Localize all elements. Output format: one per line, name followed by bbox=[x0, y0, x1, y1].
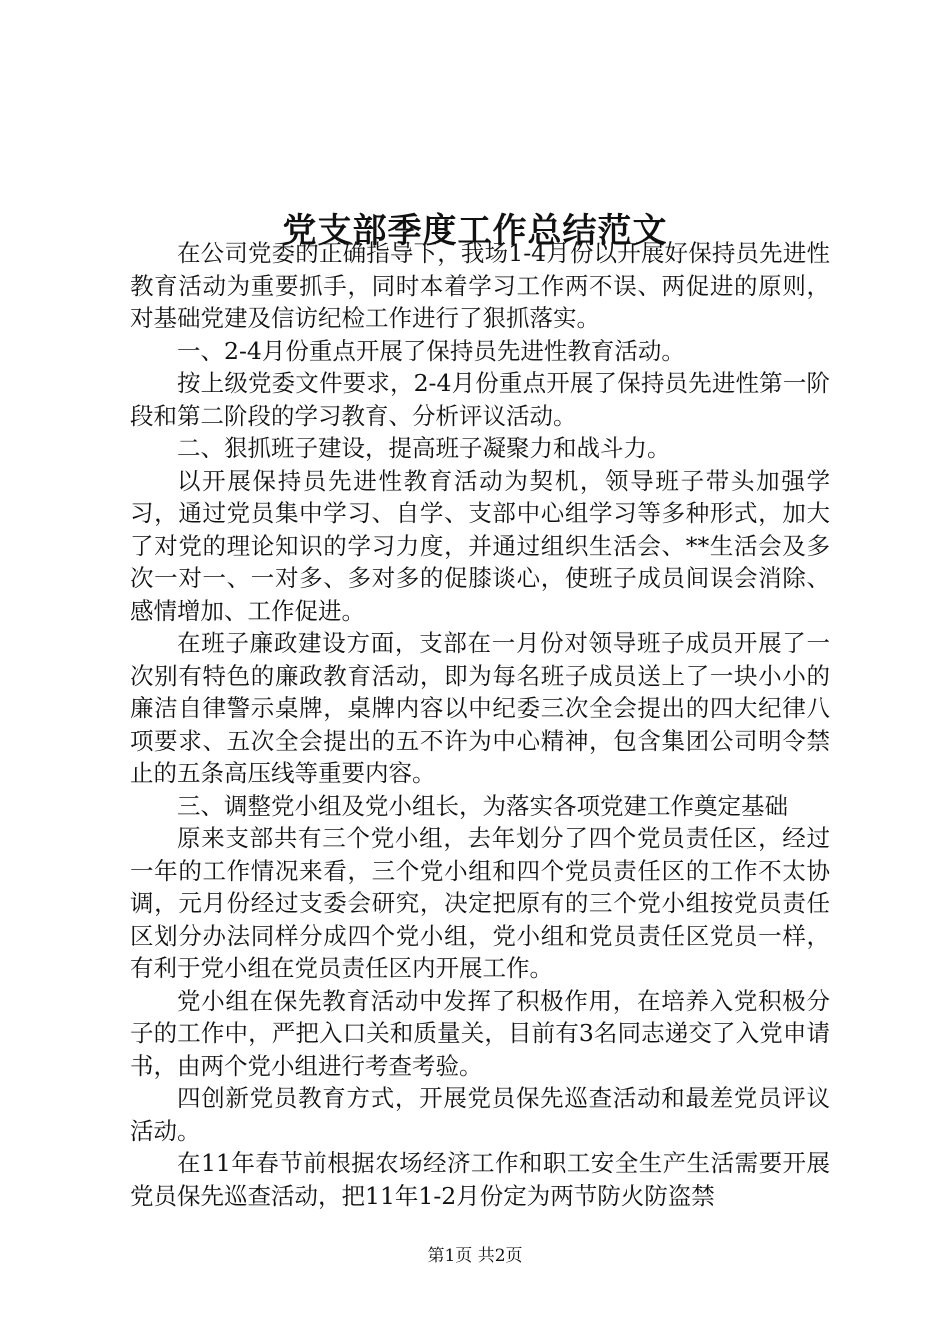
heading-section-3: 三、调整党小组及党小组长，为落实各项党建工作奠定基础 bbox=[177, 791, 788, 820]
page-number-footer: 第1页 共2页 bbox=[427, 1246, 523, 1266]
paragraph-section-3-groups: 原来支部共有三个党小组，去年划分了四个党员责任区，经过一年的工作情况来看，三个党小组和四个党员责任区的工作不太协调，元月份经过支委会研究，决定把原有的三个党小组按党员责任区划分办法同样分成四个党小组，党小组和党员责任区党员一样，有利于党小组在党员责任区内开展工作。 bbox=[130, 824, 830, 982]
paragraph-section-2-study: 以开展保持员先进性教育活动为契机，领导班子带头加强学习，通过党员集中学习、自学、支部中心组学习等多种形式，加大了对党的理论知识的学习力度，并通过组织生活会、**生活会及多次一对一、一对多、多对多的促膝谈心，使班子成员间误会消除、感情增加、工作促进。 bbox=[130, 466, 830, 625]
paragraph-section-3-activists: 党小组在保先教育活动中发挥了积极作用，在培养入党积极分子的工作中，严把入口关和质量关，目前有3名同志递交了入党申请书，由两个党小组进行考查考验。 bbox=[130, 986, 830, 1080]
heading-section-2: 二、狠抓班子建设，提高班子凝聚力和战斗力。 bbox=[177, 434, 671, 462]
paragraph-section-2-integrity: 在班子廉政建设方面，支部在一月份对领导班子成员开展了一次别有特色的廉政教育活动，即为每名班子成员送上了一块小小的廉洁自律警示桌牌，桌牌内容以中纪委三次全会提出的四大纪律八项要求、五次全会提出的五不许为中心精神，包含集团公司明令禁止的五条高压线等重要内容。 bbox=[130, 629, 830, 787]
heading-section-1: 一、2-4月份重点开展了保持员先进性教育活动。 bbox=[177, 336, 685, 365]
heading-section-4: 四创新党员教育方式，开展党员保先巡查活动和最差党员评议活动。 bbox=[130, 1084, 830, 1145]
document-body bbox=[130, 237, 830, 1212]
paragraph-intro: 在公司党委的正确指导下，我场1-4月份以开展好保持员先进性教育活动为重要抓手，同时本着学习工作两不误、两促进的原则，对基础党建及信访纪检工作进行了狠抓落实。 bbox=[130, 239, 830, 332]
paragraph-section-1: 按上级党委文件要求，2-4月份重点开展了保持员先进性第一阶段和第二阶段的学习教育、分析评议活动。 bbox=[130, 369, 830, 430]
document-title: 党支部季度工作总结范文 bbox=[282, 210, 668, 251]
paragraph-section-4-patrol: 在11年春节前根据农场经济工作和职工安全生产生活需要开展党员保先巡查活动，把11年1-2月份定为两节防火防盗禁 bbox=[130, 1149, 830, 1210]
